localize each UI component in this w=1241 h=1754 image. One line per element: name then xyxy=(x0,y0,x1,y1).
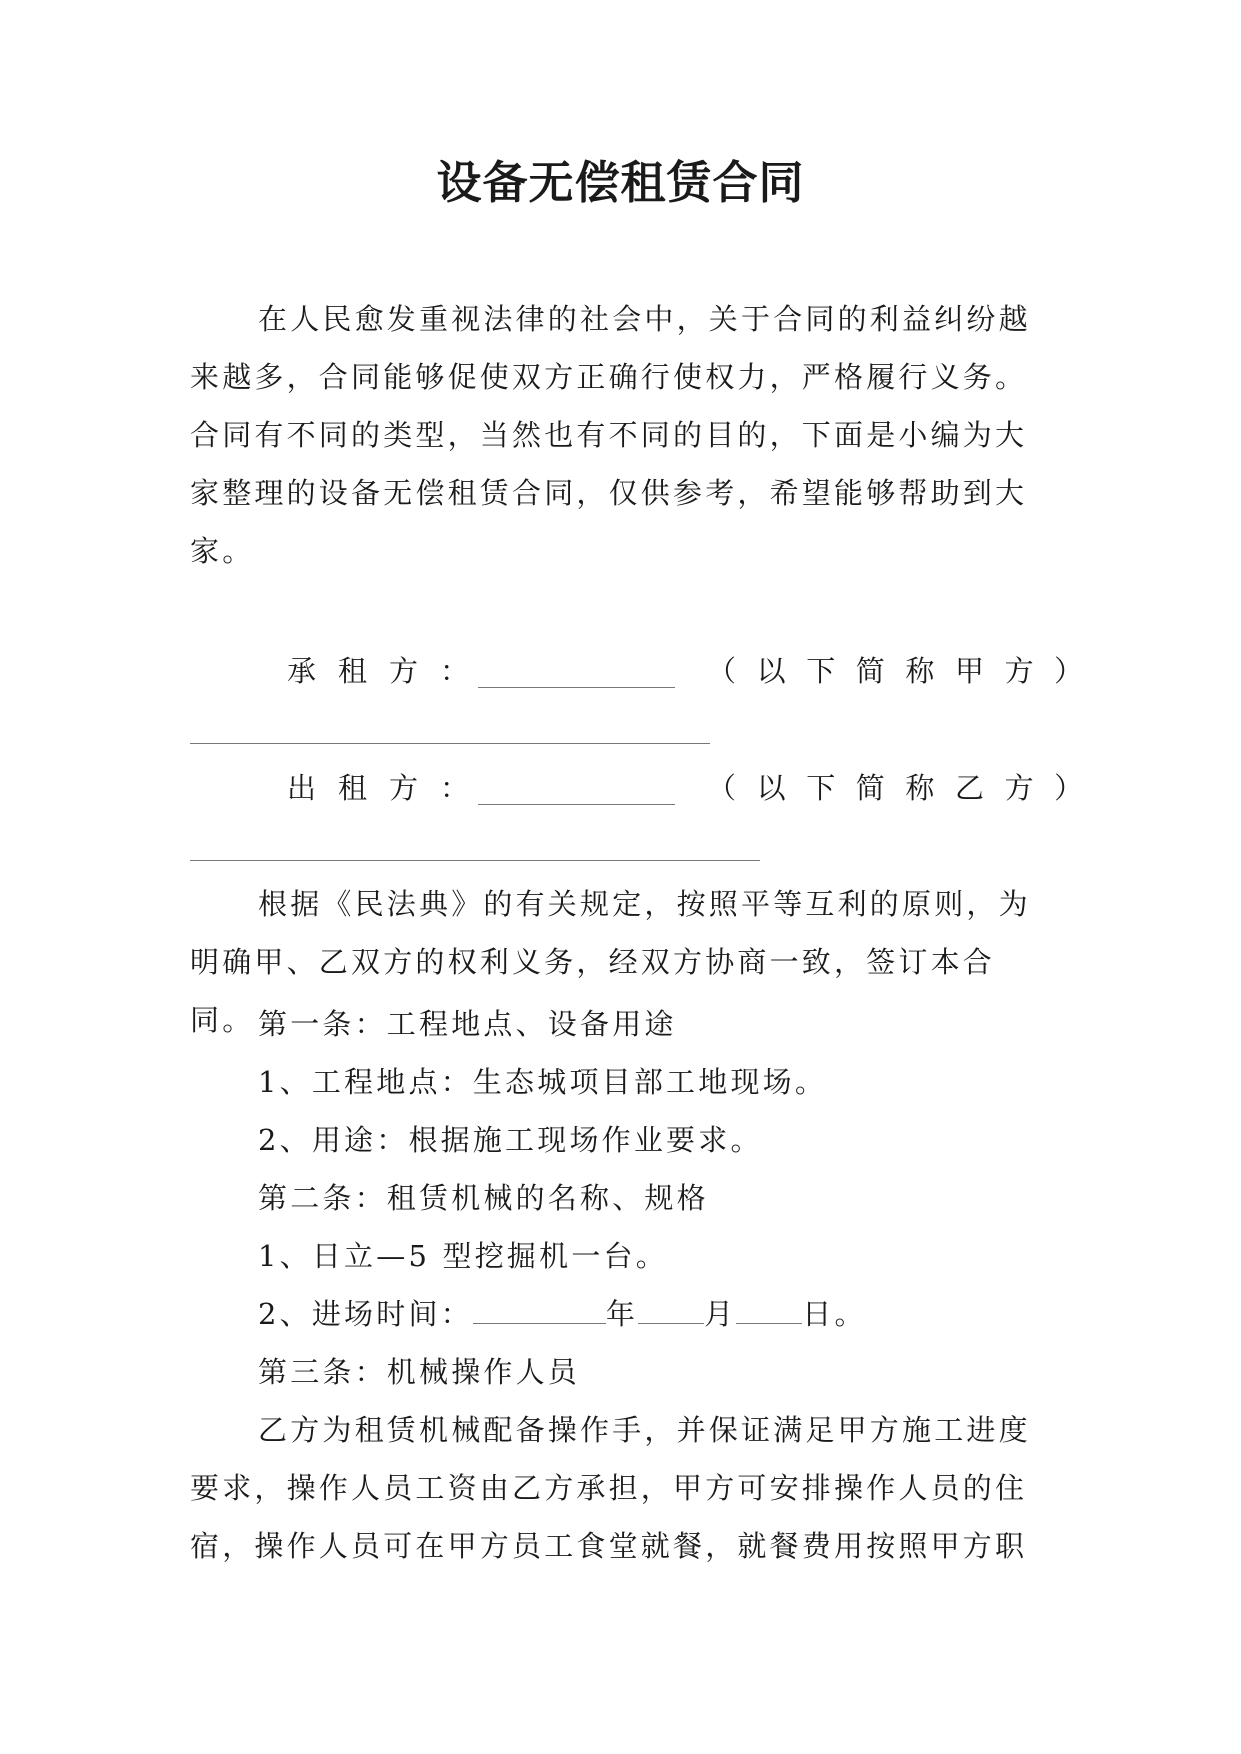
basis-paragraph: 根据《民法典》的有关规定，按照平等互利的原则，为明确甲、乙双方的权利义务，经双方协商一致，签订本合同。 xyxy=(190,887,1031,1037)
article-1-item-1: 1、工程地点：生态城项目部工地现场。 xyxy=(258,1065,828,1099)
lessor-line xyxy=(190,759,1084,817)
lessor-address-blank xyxy=(190,859,760,861)
lessee-label: 承 租 方 ： xyxy=(287,654,470,688)
lessee-alias-note: （ 以 下 简 称 甲 方 ） xyxy=(707,654,1084,688)
entry-day-blank xyxy=(736,1301,802,1324)
document-title: 设备无偿租赁合同 xyxy=(436,156,805,209)
lessor-name-blank xyxy=(478,803,675,805)
article-1-item-2: 2、用途：根据施工现场作业要求。 xyxy=(258,1123,763,1157)
intro-paragraph: 在人民愈发重视法律的社会中，关于合同的利益纠纷越来越多，合同能够促使双方正确行使权力，严格履行义务。合同有不同的类型，当然也有不同的目的，下面是小编为大家整理的设备无偿租赁合同，仅供参考，希望能够帮助到大家。 xyxy=(190,302,1031,568)
article-3-title: 第三条：机械操作人员 xyxy=(258,1355,581,1389)
article-1-title: 第一条：工程地点、设备用途 xyxy=(258,1007,677,1041)
article-3-paragraph: 乙方为租赁机械配备操作手，并保证满足甲方施工进度要求，操作人员工资由乙方承担，甲方可安排操作人员的住宿，操作人员可在甲方员工食堂就餐，就餐费用按照甲方职 xyxy=(190,1413,1031,1563)
lessee-name-blank xyxy=(478,686,675,688)
entry-month-blank xyxy=(638,1301,704,1324)
article-2-item-2: 2、进场时间： 年 月 日。 xyxy=(258,1297,867,1331)
lessor-alias-note: （ 以 下 简 称 乙 方 ） xyxy=(707,771,1084,805)
lessee-address-blank xyxy=(190,742,710,744)
article-2-item-1: 1、日立—5 型挖掘机一台。 xyxy=(258,1239,668,1273)
lessee-line xyxy=(190,642,1084,700)
entry-year-blank xyxy=(473,1301,606,1324)
article-2-title: 第二条：租赁机械的名称、规格 xyxy=(258,1181,709,1215)
lessor-label: 出 租 方 ： xyxy=(287,771,470,805)
